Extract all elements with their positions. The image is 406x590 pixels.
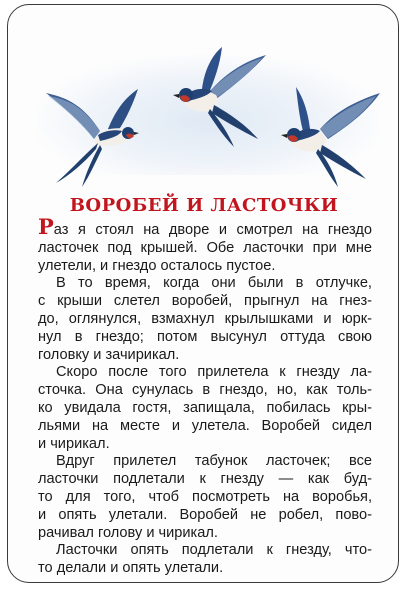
line-text: нул в гнездо; потом высунул оттуда свою bbox=[38, 328, 372, 345]
line-text: ко увидала гостя, запищала, побилась кры- bbox=[38, 399, 372, 416]
line-text: улетели, и гнездо осталось пустое. bbox=[38, 257, 276, 274]
swallow-right-icon bbox=[270, 83, 384, 193]
line-text: то делали и опять улетали. bbox=[38, 560, 224, 577]
line-text: Ласточки опять подлетали к гнезду, что- bbox=[56, 542, 372, 559]
line-text: и чирикал. bbox=[38, 435, 110, 452]
line-text: до, оглянулся, взмахнул крылышками и юрк- bbox=[38, 310, 372, 327]
line-text: с крыши слетел воробей, прыгнул на гнез- bbox=[38, 293, 372, 310]
drop-cap: Р bbox=[38, 214, 54, 239]
story-text bbox=[38, 214, 372, 578]
story-line bbox=[38, 293, 372, 311]
story-line bbox=[38, 329, 372, 347]
story-line bbox=[38, 258, 372, 276]
line-text: Скоро после того прилетела к гнезду ла- bbox=[56, 364, 372, 381]
line-text: и опять улетали. Воробей не робел, пово- bbox=[38, 506, 372, 523]
line-text: аз я стоял на дворе и смотрел на гнездо bbox=[53, 222, 372, 238]
story-line bbox=[38, 240, 372, 258]
story-line bbox=[38, 382, 372, 400]
story-line bbox=[38, 418, 372, 436]
story-line bbox=[38, 489, 372, 507]
line-text: Вдруг прилетел табунок ласточек; все bbox=[56, 453, 372, 470]
story-line bbox=[38, 560, 372, 578]
story-line bbox=[38, 453, 372, 471]
story-card bbox=[7, 4, 399, 583]
story-line bbox=[38, 436, 372, 454]
line-text: льями на месте и улетела. Воробей сидел bbox=[38, 417, 372, 434]
line-text: ласточки подлетали к гнезду — как буд- bbox=[38, 471, 372, 488]
story-title: ВОРОБЕЙ И ЛАСТОЧКИ bbox=[69, 195, 339, 216]
swallow-center-icon bbox=[150, 43, 270, 153]
line-text: сточка. Она сунулась в гнездо, но, как толь- bbox=[38, 382, 372, 399]
story-line bbox=[38, 364, 372, 382]
story-line bbox=[38, 525, 372, 543]
line-text: головку и зачирикал. bbox=[38, 346, 180, 363]
line-text: ласточек под крышей. Обе ласточки при мне bbox=[38, 239, 372, 256]
story-line bbox=[38, 400, 372, 418]
line-text: рачивал голову и чирикал. bbox=[38, 524, 218, 541]
story-line bbox=[38, 507, 372, 525]
story-line bbox=[38, 471, 372, 489]
swallow-left-icon bbox=[42, 83, 152, 193]
line-text: то для того, чтоб посмотреть на воробья, bbox=[38, 488, 372, 505]
line-text: В то время, когда они были в отлучке, bbox=[56, 275, 372, 292]
story-line bbox=[38, 214, 372, 240]
story-line bbox=[38, 347, 372, 365]
story-line bbox=[38, 311, 372, 329]
story-line bbox=[38, 542, 372, 560]
story-line bbox=[38, 275, 372, 293]
